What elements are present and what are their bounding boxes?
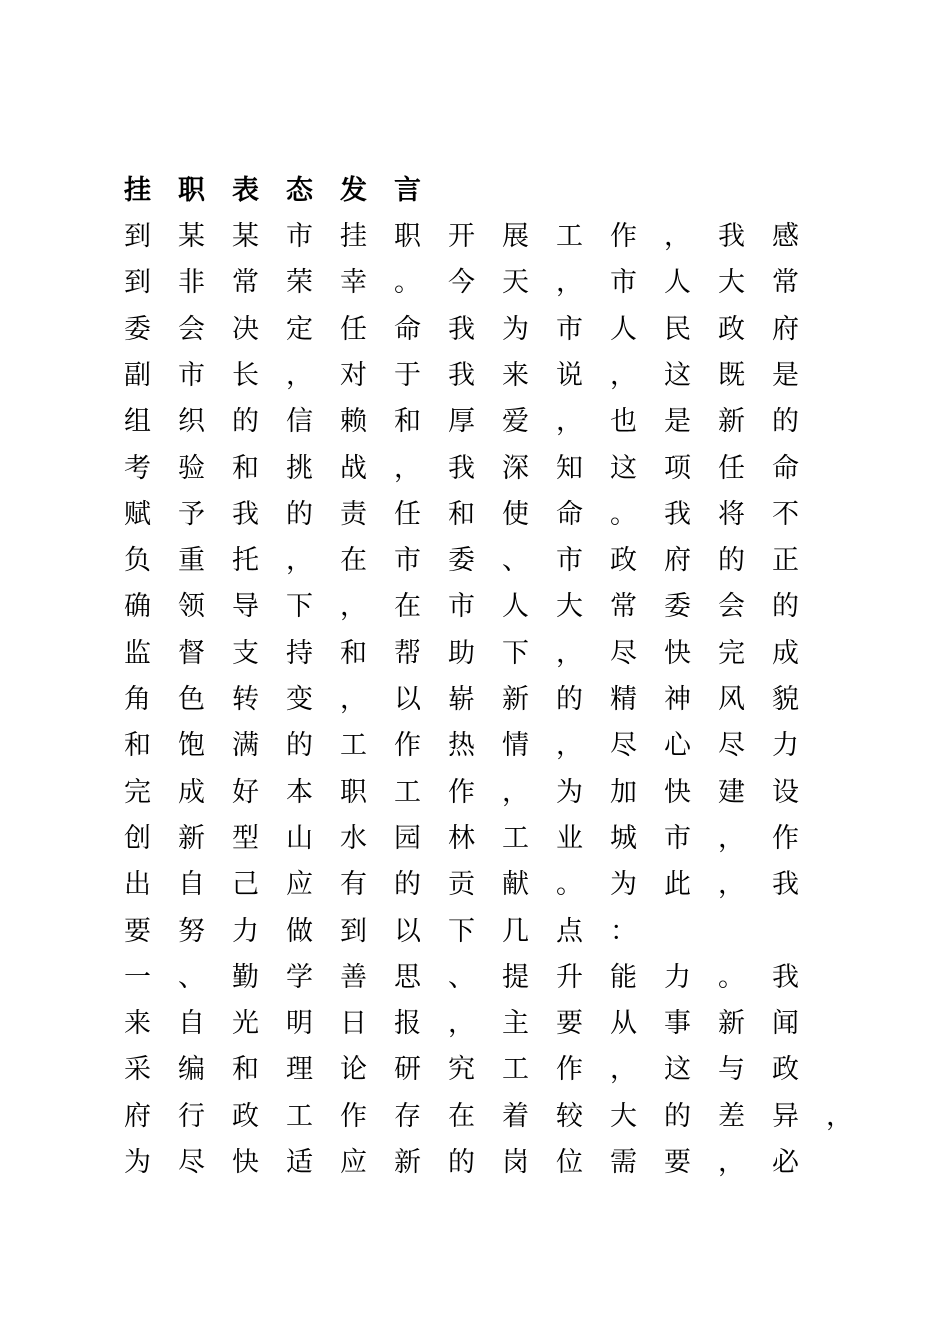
document-line: 组织的信赖和厚爱，也是新的 (124, 406, 826, 437)
document-line: 监督支持和帮助下，尽快完成 (124, 638, 826, 669)
document-line: 来自光明日报，主要从事新闻 (124, 1008, 826, 1039)
document-line: 到非常荣幸。今天，市人大常 (124, 267, 826, 298)
document-line: 角色转变，以崭新的精神风貌 (124, 684, 826, 715)
document-line: 副市长，对于我来说，这既是 (124, 360, 826, 391)
document-line: 委会决定任命我为市人民政府 (124, 314, 826, 345)
document-line: 考验和挑战，我深知这项任命 (124, 453, 826, 484)
document-line: 和饱满的工作热情，尽心尽力 (124, 730, 826, 761)
document-line: 到某某市挂职开展工作，我感 (124, 221, 826, 252)
document-line: 确领导下，在市人大常委会的 (124, 591, 826, 622)
document-line: 一、勤学善思、提升能力。我 (124, 962, 826, 993)
document-line: 要努力做到以下几点： (124, 916, 664, 947)
document-line: 府行政工作存在着较大的差异， (124, 1101, 880, 1132)
document-line: 采编和理论研究工作，这与政 (124, 1054, 826, 1085)
document-title: 挂职表态发言 (124, 175, 448, 206)
document-line: 为尽快适应新的岗位需要，必 (124, 1147, 826, 1178)
document-line: 赋予我的责任和使命。我将不 (124, 499, 826, 530)
document-line: 出自己应有的贡献。为此，我 (124, 869, 826, 900)
document-line: 完成好本职工作，为加快建设 (124, 777, 826, 808)
document-line: 创新型山水园林工业城市，作 (124, 823, 826, 854)
document-line: 负重托，在市委、市政府的正 (124, 545, 826, 576)
